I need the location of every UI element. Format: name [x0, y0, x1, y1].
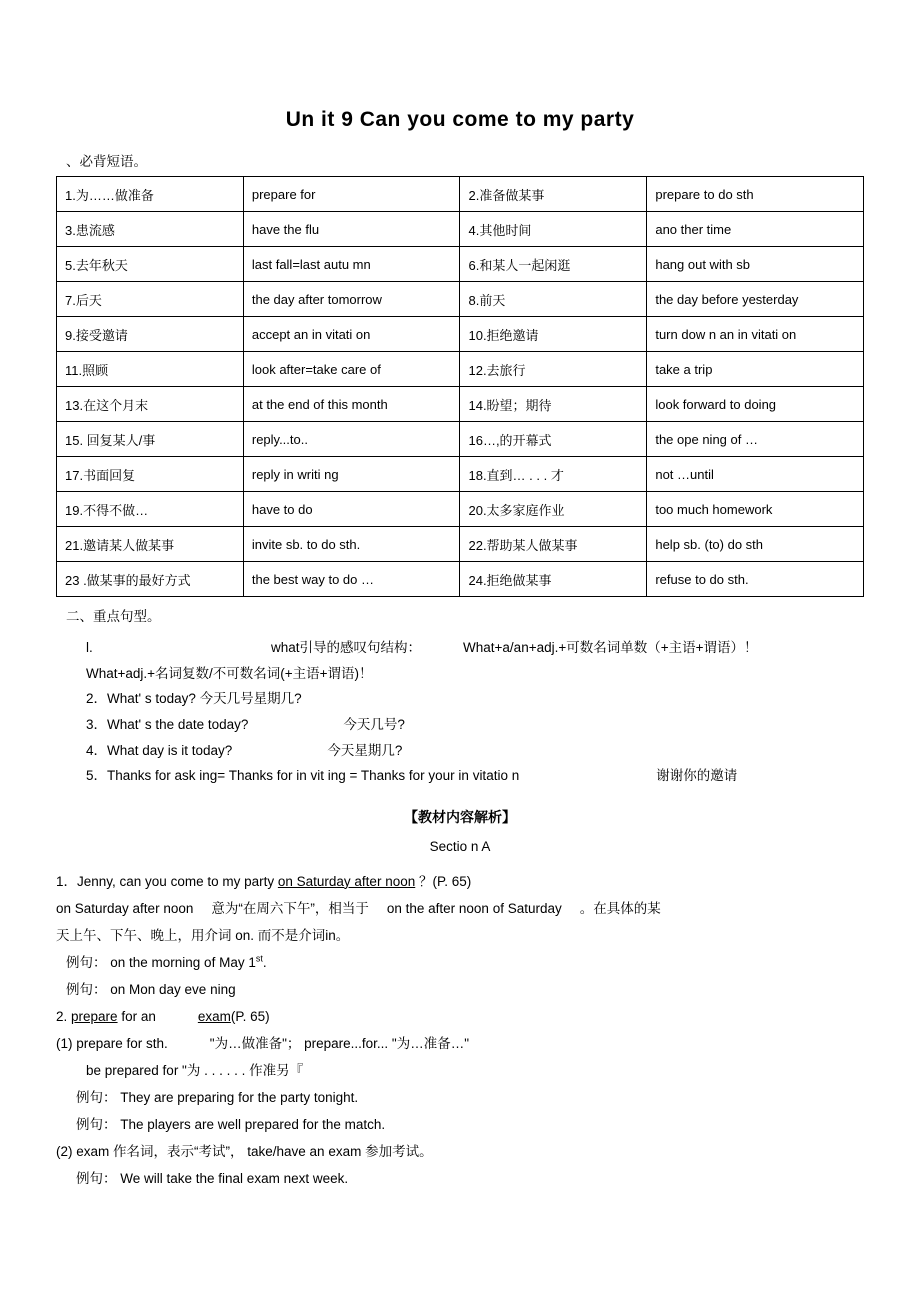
note-2-point-3: (2) exam 作名词，表示“考试”， take/have an exam 参加考试。: [56, 1143, 433, 1159]
table-cell: 13.在这个月末: [57, 387, 244, 422]
table-cell: ano ther time: [647, 212, 864, 247]
note-2-example-1: 例句： They are preparing for the party tonight.: [76, 1089, 359, 1105]
note-2-point-1-b: "为…做准备"； prepare...for... "为…准备…": [209, 1035, 470, 1051]
page-title: Un it 9 Can you come to my party: [285, 108, 635, 131]
pattern-1-formula: What+a/an+adj.+可数名词单数（+主语+谓语）！: [463, 640, 758, 655]
note-1-line3: 天上午、下午、晚上，用介词 on. 而不是介词in。: [56, 927, 350, 943]
table-cell: take a trip: [647, 352, 864, 387]
table-cell: 23 .做某事的最好方式: [57, 562, 244, 597]
note-2-mid: for an: [117, 1008, 156, 1024]
sentence-patterns: [56, 635, 864, 789]
section-heading-sentences: 二、重点句型。: [66, 609, 161, 624]
table-cell: reply in writi ng: [243, 457, 460, 492]
note-2-point-1: [56, 1030, 864, 1057]
table-cell: the best way to do …: [243, 562, 460, 597]
pattern-3-en: 3．What' s the date today?: [86, 716, 249, 732]
note-1-tail: ？(P. 65): [419, 873, 472, 889]
note-1-meaning: 意为“在周六下午”，相当于: [211, 900, 369, 916]
table-cell: 1.为……做准备: [57, 177, 244, 212]
pattern-3: [86, 712, 864, 738]
analysis-title: 【教材内容解析】: [404, 808, 516, 825]
pattern-2: 2．What' s today? 今天几号星期几?: [86, 691, 302, 707]
table-cell: the day before yesterday: [647, 282, 864, 317]
table-cell: 19.不得不做…: [57, 492, 244, 527]
note-2-point-2: be prepared for "为 . . . . . . 作准另『: [86, 1062, 304, 1078]
table-cell: 18.直到… . . . 才: [460, 457, 647, 492]
table-cell: 4.其他时间: [460, 212, 647, 247]
table-cell: 14.盼望；期待: [460, 387, 647, 422]
table-cell: the day after tomorrow: [243, 282, 460, 317]
pattern-5-cn: 谢谢你的邀请: [656, 768, 738, 784]
note-2-point-1-a: (1) prepare for sth.: [56, 1035, 168, 1051]
pattern-4-cn: 今天星期几?: [327, 742, 403, 758]
table-cell: 6.和某人一起闲逛: [460, 247, 647, 282]
table-cell: refuse to do sth.: [647, 562, 864, 597]
table-cell: have to do: [243, 492, 460, 527]
table-cell: help sb. (to) do sth: [647, 527, 864, 562]
table-cell: 5.去年秋天: [57, 247, 244, 282]
note-1-phrase: on Saturday after noon: [56, 900, 194, 916]
note-1-tail2: 。在具体的某: [579, 900, 661, 916]
table-row: [57, 317, 864, 352]
phrases-table: [56, 176, 864, 597]
table-cell: invite sb. to do sth.: [243, 527, 460, 562]
note-1-example-2: 例句： on Mon day eve ning: [66, 981, 236, 997]
table-row: [57, 212, 864, 247]
note-1-lead-text: 1．Jenny, can you come to my party: [56, 873, 275, 889]
table-cell: prepare to do sth: [647, 177, 864, 212]
table-cell: 11.照顾: [57, 352, 244, 387]
note-1-lead: [56, 868, 864, 895]
table-cell: hang out with sb: [647, 247, 864, 282]
note-2-example-3: 例句： We will take the final exam next week.: [76, 1170, 349, 1186]
pattern-3-cn: 今天几号?: [343, 716, 405, 732]
table-cell: 22.帮助某人做某事: [460, 527, 647, 562]
table-cell: 8.前天: [460, 282, 647, 317]
table-cell: prepare for: [243, 177, 460, 212]
pattern-1-number: l.: [86, 640, 93, 655]
table-cell: turn dow n an in vitati on: [647, 317, 864, 352]
pattern-1-line2: What+adj.+名词复数/不可数名词(+主语+谓语)！: [86, 665, 373, 681]
table-cell: 7.后天: [57, 282, 244, 317]
table-row: [57, 352, 864, 387]
pattern-1-label: what引导的感叹句结构：: [271, 640, 422, 655]
table-cell: 17.书面回复: [57, 457, 244, 492]
phrases-table-body: [57, 177, 864, 597]
table-cell: 3.患流感: [57, 212, 244, 247]
note-2-underline-1: prepare: [71, 1008, 118, 1024]
table-cell: have the flu: [243, 212, 460, 247]
note-2-underline-2: exam: [197, 1008, 231, 1024]
table-row: [57, 422, 864, 457]
note-1-underline: on Saturday after noon: [277, 873, 416, 889]
table-row: [57, 177, 864, 212]
table-cell: 12.去旅行: [460, 352, 647, 387]
table-cell: 24.拒绝做某事: [460, 562, 647, 597]
note-1-example-1-end: .: [262, 954, 267, 970]
table-cell: 20.太多家庭作业: [460, 492, 647, 527]
table-row: [57, 562, 864, 597]
note-1-line2: [56, 895, 864, 922]
table-cell: the ope ning of …: [647, 422, 864, 457]
note-2-number: 2.: [56, 1008, 72, 1024]
table-cell: at the end of this month: [243, 387, 460, 422]
pattern-4-en: 4．What day is it today?: [86, 742, 233, 758]
table-row: [57, 247, 864, 282]
note-1-example-1-text: 例句： on the morning of May 1: [66, 954, 256, 970]
pattern-5: [86, 763, 864, 789]
table-cell: 16…,的开幕式: [460, 422, 647, 457]
table-cell: not …until: [647, 457, 864, 492]
section-a-label: Sectio n A: [429, 838, 491, 854]
table-cell: last fall=last autu mn: [243, 247, 460, 282]
table-cell: 21.邀请某人做某事: [57, 527, 244, 562]
table-cell: look forward to doing: [647, 387, 864, 422]
note-1-example-1: [66, 949, 864, 976]
table-row: [57, 282, 864, 317]
note-1-equiv: on the after noon of Saturday: [386, 900, 562, 916]
note-2-page: (P. 65): [230, 1008, 270, 1024]
pattern-4: [86, 738, 864, 764]
table-cell: 15. 回复某人/事: [57, 422, 244, 457]
table-row: [57, 457, 864, 492]
table-cell: look after=take care of: [243, 352, 460, 387]
note-2-lead: [56, 1003, 864, 1030]
table-cell: 9.接受邀请: [57, 317, 244, 352]
table-cell: reply...to..: [243, 422, 460, 457]
pattern-1-line1: [86, 635, 864, 661]
table-row: [57, 387, 864, 422]
ordinal-suffix: st: [255, 953, 263, 964]
section-heading-phrases: 、必背短语。: [66, 154, 147, 169]
table-cell: 10.拒绝邀请: [460, 317, 647, 352]
table-cell: accept an in vitati on: [243, 317, 460, 352]
table-row: [57, 527, 864, 562]
table-cell: 2.准备做某事: [460, 177, 647, 212]
analysis-notes: [56, 868, 864, 1192]
pattern-5-en: 5．Thanks for ask ing= Thanks for in vit ing = Thanks for your in vitatio n: [86, 768, 520, 784]
note-2-example-2: 例句： The players are well prepared for the match.: [76, 1116, 386, 1132]
table-cell: too much homework: [647, 492, 864, 527]
table-row: [57, 492, 864, 527]
